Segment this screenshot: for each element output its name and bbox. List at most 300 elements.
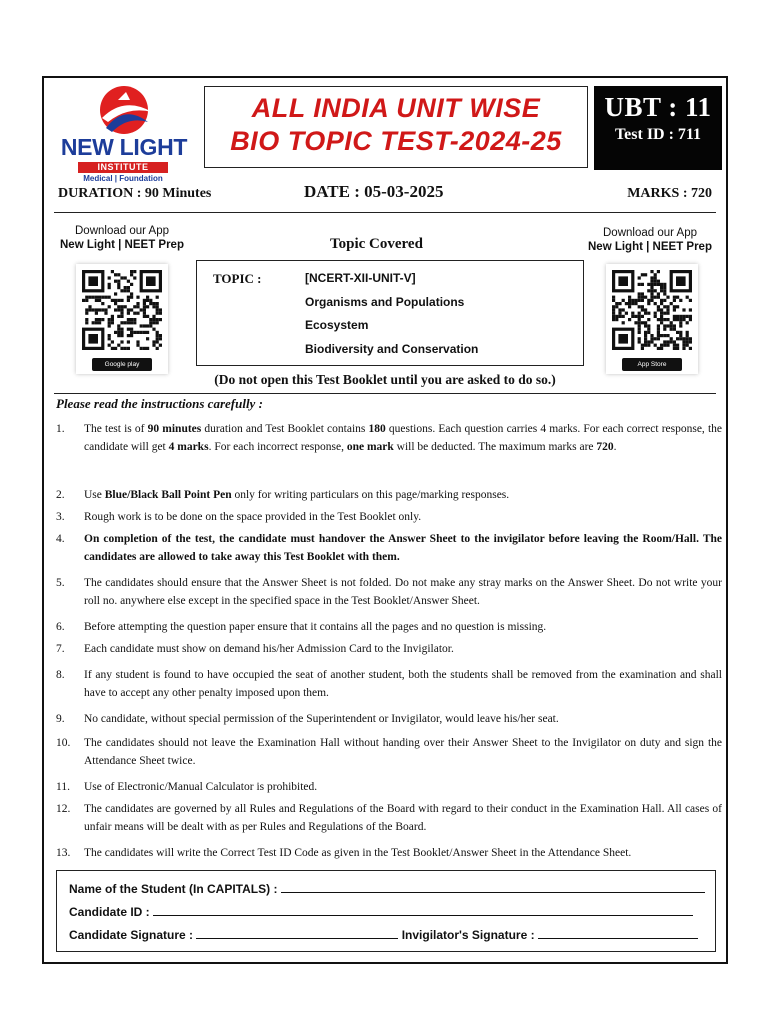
qr-module <box>663 286 666 289</box>
instruction-text <box>84 420 722 456</box>
qr-module <box>666 308 669 311</box>
instruction-text <box>84 618 722 636</box>
qr-module <box>95 299 98 302</box>
qr-module <box>140 324 143 327</box>
qr-module <box>628 305 631 308</box>
qr-code-icon <box>82 270 162 350</box>
qr-module <box>111 321 114 324</box>
qr-module <box>654 302 657 305</box>
qr-module <box>98 308 101 311</box>
qr-module <box>85 308 88 311</box>
instruction-plain-text: No candidate, without special permission of the Superintendent or Invigilator, would leave his/her seat. <box>84 713 559 725</box>
qr-module <box>647 302 650 305</box>
instruction-plain-text: The test is of <box>84 423 148 435</box>
qr-module <box>114 273 117 276</box>
qr-module <box>101 308 104 311</box>
qr-module <box>638 299 641 302</box>
qr-module <box>92 296 95 299</box>
qr-module <box>644 324 647 327</box>
qr-module <box>120 308 123 311</box>
qr-module <box>657 318 660 321</box>
qr-module <box>631 299 634 302</box>
qr-module <box>95 318 98 321</box>
qr-module <box>663 340 666 343</box>
qr-module <box>657 270 660 273</box>
instruction-plain-text: Before attempting the question paper ensure that it contains all the pages and no question is missing. <box>84 621 547 633</box>
qr-module <box>98 296 101 299</box>
qr-module <box>644 331 647 334</box>
qr-module <box>673 318 676 321</box>
qr-module <box>98 321 101 324</box>
instruction-item <box>56 734 722 770</box>
instruction-number: 4. <box>56 533 65 545</box>
qr-module <box>127 347 130 350</box>
qr-module <box>650 296 653 299</box>
qr-module <box>136 340 139 343</box>
qr-module <box>638 318 641 321</box>
qr-module <box>146 331 149 334</box>
new-light-logo <box>48 82 198 182</box>
qr-module <box>124 289 127 292</box>
qr-module <box>104 308 107 311</box>
qr-module <box>657 328 660 331</box>
qr-module <box>117 286 120 289</box>
qr-module <box>650 292 653 295</box>
qr-module <box>612 305 615 308</box>
instruction-number: 5. <box>56 577 65 589</box>
qr-module <box>612 312 615 315</box>
instruction-plain-text: Each candidate must show on demand his/her Admission Card to the Invigilator. <box>84 643 454 655</box>
qr-module <box>657 280 660 283</box>
qr-module <box>673 344 676 347</box>
qr-module <box>654 312 657 315</box>
qr-module <box>679 299 682 302</box>
topic-item: Organisms and Populations <box>305 294 465 309</box>
instruction-text <box>84 734 722 770</box>
qr-module <box>120 276 123 279</box>
qr-module <box>634 321 637 324</box>
qr-module <box>136 331 139 334</box>
qr-module <box>686 344 689 347</box>
qr-module <box>124 321 127 324</box>
qr-module <box>95 312 98 315</box>
candidate-signature-field[interactable] <box>196 927 398 939</box>
instruction-text <box>84 710 722 728</box>
instruction-plain-text: The candidates will write the Correct Test ID Code as given in the Test Booklet/Answer Sheet in the Attendance Sheet. <box>84 847 632 859</box>
qr-module <box>615 305 618 308</box>
qr-module <box>647 328 650 331</box>
instruction-bold-text: Blue/Black Ball Point Pen <box>104 489 232 501</box>
qr-module <box>117 299 120 302</box>
qr-module <box>673 296 676 299</box>
qr-module <box>631 315 634 318</box>
qr-module <box>641 344 644 347</box>
qr-module <box>152 344 155 347</box>
qr-module <box>650 337 653 340</box>
qr-module <box>156 347 159 350</box>
qr-module <box>634 315 637 318</box>
qr-module <box>686 340 689 343</box>
qr-module <box>143 312 146 315</box>
qr-module <box>136 305 139 308</box>
qr-module <box>657 347 660 350</box>
qr-module <box>127 280 130 283</box>
qr-module <box>663 334 666 337</box>
qr-module <box>156 296 159 299</box>
qr-module <box>108 305 111 308</box>
instruction-number: 11. <box>56 781 70 793</box>
qr-module <box>612 308 615 311</box>
qr-module <box>101 318 104 321</box>
qr-module <box>660 344 663 347</box>
qr-module <box>140 331 143 334</box>
qr-module <box>615 318 618 321</box>
qr-module <box>615 302 618 305</box>
qr-module <box>108 344 111 347</box>
qr-module <box>634 299 637 302</box>
instruction-item <box>56 710 722 728</box>
app-store-badge[interactable]: App Store <box>622 358 682 371</box>
student-name-field[interactable] <box>281 881 705 893</box>
qr-module <box>622 299 625 302</box>
qr-module <box>689 340 692 343</box>
qr-module <box>149 302 152 305</box>
instruction-plain-text: questions. Each question carries 4 marks. For each correct response, the candidate will get <box>84 423 722 453</box>
qr-module <box>628 302 631 305</box>
qr-module <box>650 270 653 273</box>
qr-module <box>663 299 666 302</box>
qr-module <box>612 318 615 321</box>
qr-module <box>641 305 644 308</box>
instruction-item <box>56 778 722 796</box>
qr-module <box>666 344 669 347</box>
qr-module <box>654 337 657 340</box>
qr-module <box>689 308 692 311</box>
qr-module <box>670 340 673 343</box>
qr-module <box>666 305 669 308</box>
left-app-caption <box>52 224 192 252</box>
qr-module <box>673 340 676 343</box>
qr-module <box>127 321 130 324</box>
qr-module <box>638 312 641 315</box>
qr-module <box>117 324 120 327</box>
qr-module <box>124 305 127 308</box>
qr-module <box>663 318 666 321</box>
qr-module <box>657 292 660 295</box>
qr-module <box>159 337 162 340</box>
qr-module <box>644 308 647 311</box>
qr-module <box>612 299 615 302</box>
qr-module <box>660 334 663 337</box>
qr-module <box>612 296 615 299</box>
qr-module <box>120 331 123 334</box>
qr-module <box>647 318 650 321</box>
qr-module <box>647 299 650 302</box>
qr-module <box>657 331 660 334</box>
qr-module <box>85 312 88 315</box>
qr-module <box>618 302 621 305</box>
qr-module <box>663 305 666 308</box>
qr-module <box>130 328 133 331</box>
qr-module <box>108 283 111 286</box>
qr-module <box>618 315 621 318</box>
qr-module <box>152 305 155 308</box>
instruction-item <box>56 618 722 636</box>
qr-module <box>143 324 146 327</box>
qr-module <box>85 321 88 324</box>
qr-module <box>641 315 644 318</box>
qr-module <box>101 296 104 299</box>
student-name-label: Name of the Student (In CAPITALS) : <box>69 882 278 896</box>
qr-module <box>676 318 679 321</box>
qr-module <box>133 312 136 315</box>
qr-module <box>124 347 127 350</box>
qr-module <box>120 340 123 343</box>
instruction-bold-text: 90 minutes <box>147 423 202 435</box>
qr-module <box>146 347 149 350</box>
qr-module <box>663 283 666 286</box>
qr-module <box>95 296 98 299</box>
qr-module <box>654 283 657 286</box>
instruction-plain-text: The candidates should ensure that the Answer Sheet is not folded. Do not make any stray marks on the Answer Sheet. Do not write your roll no. anywhere else except in the specified space in the Test Booklet/Answer Sheet. <box>84 577 722 607</box>
qr-module <box>628 296 631 299</box>
qr-module <box>631 302 634 305</box>
qr-module <box>130 296 133 299</box>
qr-module <box>114 302 117 305</box>
qr-module <box>660 302 663 305</box>
qr-module <box>638 315 641 318</box>
qr-module <box>654 344 657 347</box>
qr-module <box>660 299 663 302</box>
qr-module <box>650 283 653 286</box>
left-qr-card[interactable] <box>76 264 168 374</box>
qr-module <box>117 308 120 311</box>
qr-module <box>146 315 149 318</box>
instruction-item <box>56 800 722 836</box>
qr-module <box>644 340 647 343</box>
qr-module <box>114 280 117 283</box>
qr-module <box>615 315 618 318</box>
do-not-open-warning <box>44 372 726 388</box>
qr-module <box>682 318 685 321</box>
candidate-details-form <box>56 870 716 952</box>
qr-module <box>120 315 123 318</box>
qr-module <box>146 324 149 327</box>
qr-module <box>670 324 673 327</box>
qr-module <box>676 305 679 308</box>
qr-module <box>638 296 641 299</box>
qr-module <box>127 318 130 321</box>
qr-module <box>82 299 85 302</box>
qr-module <box>638 337 641 340</box>
qr-module <box>143 299 146 302</box>
qr-module <box>628 318 631 321</box>
instruction-plain-text: If any student is found to have occupied the seat of another student, both the students shall be removed from the examination and shall have to accept any other penalty imposed upon them. <box>84 669 722 699</box>
qr-module <box>127 340 130 343</box>
qr-module <box>88 308 91 311</box>
qr-module <box>120 289 123 292</box>
instruction-number: 8. <box>56 669 65 681</box>
qr-module <box>127 299 130 302</box>
qr-module <box>149 318 152 321</box>
app-caption-line-1: Download our App <box>603 227 697 239</box>
qr-module <box>98 299 101 302</box>
qr-module <box>638 324 641 327</box>
qr-module <box>679 318 682 321</box>
logo-name: NEW LIGHT <box>60 134 188 160</box>
instruction-item <box>56 666 722 702</box>
qr-module <box>673 347 676 350</box>
qr-module <box>650 289 653 292</box>
instruction-plain-text: Rough work is to be done on the space provided in the Test Booklet only. <box>84 511 422 523</box>
qr-module <box>663 292 666 295</box>
qr-module <box>663 328 666 331</box>
qr-module <box>133 305 136 308</box>
qr-module <box>625 302 628 305</box>
qr-module <box>679 324 682 327</box>
qr-module <box>127 334 130 337</box>
qr-module <box>114 292 117 295</box>
qr-module <box>111 340 114 343</box>
qr-module <box>647 344 650 347</box>
qr-module <box>618 308 621 311</box>
qr-module <box>634 302 637 305</box>
qr-module <box>660 308 663 311</box>
instruction-bold-text: one mark <box>346 441 394 453</box>
google-play-badge[interactable]: Google play <box>92 358 152 371</box>
qr-module <box>638 292 641 295</box>
qr-module <box>657 337 660 340</box>
invigilator-signature-label: Invigilator's Signature : <box>401 928 535 942</box>
qr-module <box>149 321 152 324</box>
qr-module <box>152 340 155 343</box>
qr-module <box>612 315 615 318</box>
qr-module <box>660 318 663 321</box>
right-qr-card[interactable] <box>606 264 698 374</box>
instruction-text <box>84 574 722 610</box>
qr-module <box>641 308 644 311</box>
qr-module <box>156 312 159 315</box>
qr-module <box>159 344 162 347</box>
qr-module <box>95 321 98 324</box>
instruction-plain-text: Use of Electronic/Manual Calculator is prohibited. <box>84 781 318 793</box>
qr-module <box>130 283 133 286</box>
qr-module <box>124 276 127 279</box>
qr-module <box>117 280 120 283</box>
invigilator-signature-field[interactable] <box>538 927 698 939</box>
qr-module <box>111 315 114 318</box>
qr-module <box>111 318 114 321</box>
qr-module <box>631 312 634 315</box>
qr-module <box>666 340 669 343</box>
qr-module <box>108 324 111 327</box>
instruction-number: 9. <box>56 713 65 725</box>
qr-module <box>650 334 653 337</box>
qr-module <box>149 324 152 327</box>
qr-module <box>101 302 104 305</box>
qr-module <box>88 334 98 344</box>
qr-module <box>92 308 95 311</box>
qr-module <box>641 347 644 350</box>
qr-module <box>638 340 641 343</box>
qr-module <box>682 347 685 350</box>
qr-module <box>644 273 647 276</box>
signature-row <box>69 927 698 942</box>
qr-module <box>111 270 114 273</box>
test-booklet-cover <box>42 76 728 964</box>
qr-module <box>686 296 689 299</box>
qr-module <box>130 334 133 337</box>
instruction-bold-text: On completion of the test, the candidate must handover the Answer Sheet to the invigilator before leaving the Room/Hall. The candidates are allowed to take away this Test Booklet with them. <box>84 533 722 563</box>
qr-module <box>663 324 666 327</box>
instruction-plain-text: The candidates are governed by all Rules and Regulations of the Board with regard to their conduct in the Examination Hall. All cases of unfair means will be dealt with as per Rules and Regulations of the Board. <box>84 803 722 833</box>
logo-band: INSTITUTE <box>78 162 168 173</box>
qr-module <box>663 289 666 292</box>
qr-module <box>673 324 676 327</box>
candidate-id-label: Candidate ID : <box>69 905 150 919</box>
qr-module <box>666 318 669 321</box>
instruction-text <box>84 800 722 836</box>
qr-module <box>156 308 159 311</box>
qr-module <box>644 296 647 299</box>
qr-module <box>676 315 679 318</box>
qr-module <box>130 308 133 311</box>
qr-module <box>127 286 130 289</box>
qr-module <box>120 334 123 337</box>
qr-module <box>143 347 146 350</box>
qr-module <box>622 321 625 324</box>
instruction-text <box>84 778 722 796</box>
qr-module <box>679 321 682 324</box>
instruction-text <box>84 844 722 862</box>
test-title-box <box>204 86 588 168</box>
instruction-plain-text: only for writing particulars on this page/marking responses. <box>231 489 510 501</box>
warning-text: (Do not open this Test Booklet until you are asked to do so.) <box>214 372 556 387</box>
qr-module <box>650 299 653 302</box>
qr-module <box>689 315 692 318</box>
qr-module <box>130 270 133 273</box>
qr-module <box>127 308 130 311</box>
instruction-bold-text: 4 marks <box>168 441 209 453</box>
qr-module <box>666 312 669 315</box>
qr-module <box>622 308 625 311</box>
qr-module <box>111 347 114 350</box>
qr-module <box>143 302 146 305</box>
qr-module <box>670 321 673 324</box>
qr-module <box>638 331 641 334</box>
candidate-id-field[interactable] <box>153 904 693 916</box>
instructions-divider <box>54 393 716 394</box>
qr-module <box>120 299 123 302</box>
instruction-text <box>84 530 722 566</box>
instruction-number: 10. <box>56 737 71 749</box>
instruction-item <box>56 530 722 566</box>
qr-module <box>650 280 653 283</box>
qr-module <box>120 347 123 350</box>
qr-module <box>689 337 692 340</box>
qr-module <box>676 331 679 334</box>
qr-module <box>660 289 663 292</box>
instruction-bold-text: 180 <box>368 423 386 435</box>
qr-module <box>120 305 123 308</box>
qr-module <box>133 318 136 321</box>
qr-module <box>641 273 644 276</box>
candidate-signature-label: Candidate Signature : <box>69 928 194 942</box>
title-line-1: ALL INDIA UNIT WISE <box>251 93 541 123</box>
qr-module <box>130 273 133 276</box>
title-line-2: BIO TOPIC TEST-2024-25 <box>230 126 562 156</box>
topic-list <box>305 271 478 365</box>
